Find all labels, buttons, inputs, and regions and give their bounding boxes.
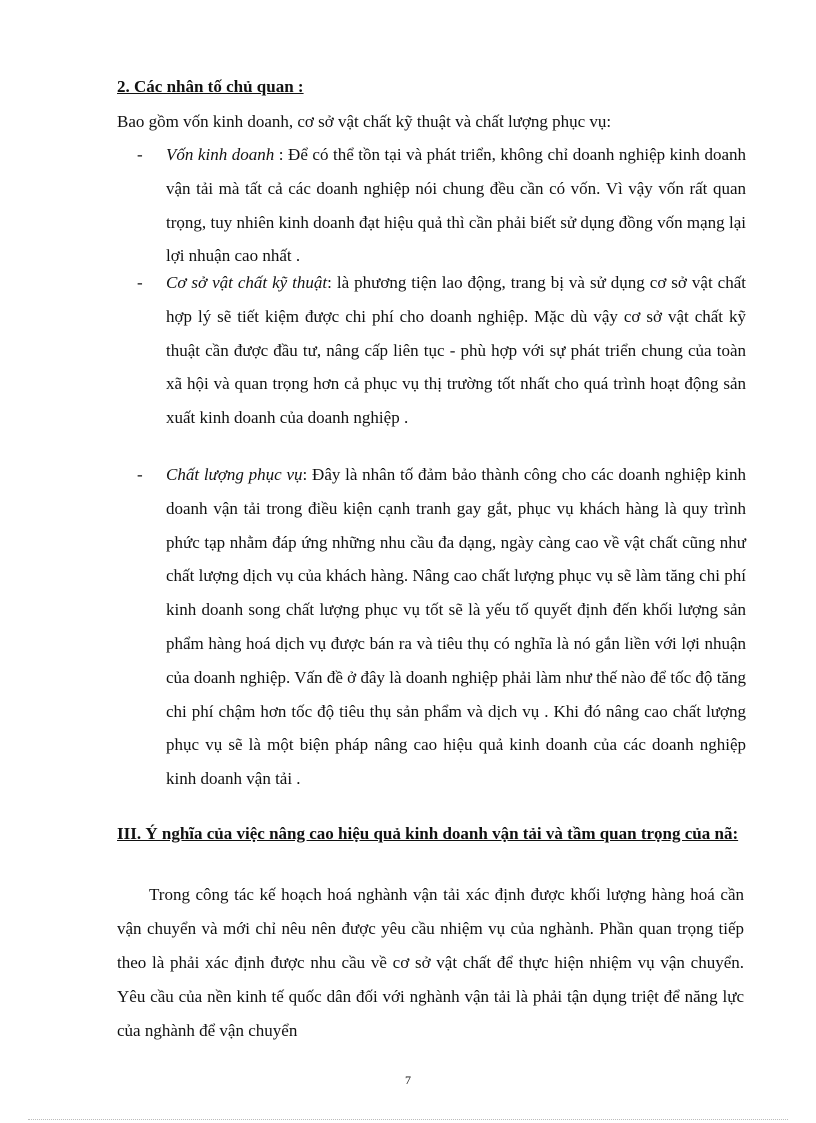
bullet-dash: - (137, 145, 143, 164)
list-item-body (166, 138, 746, 273)
page-bottom-divider (28, 1119, 788, 1120)
bullet-dash: - (137, 273, 143, 292)
list-item-term: Chất lượng phục vụ (166, 465, 303, 484)
page-number: 7 (405, 1073, 411, 1087)
list-item-text: : Để có thể tồn tại và phát triển, không chỉ doanh nghiệp kinh doanh vận tải mà tất cả các doanh nghiệp nói chung đều cần có vốn. Vì vậy vốn rất quan trọng, tuy nhiên kinh doanh đạt hiệu quả thì cần phải biết sử dụng đồng vốn mạng lại lợi nhuận cao nhất . (166, 145, 746, 266)
section-3-heading: III. Ý nghĩa của việc nâng cao hiệu quả kinh doanh vận tải và tầm quan trọng của nã: (117, 824, 739, 843)
list-item-term: Vốn kinh doanh (166, 145, 275, 164)
section-3-paragraph: Trong công tác kế hoạch hoá nghành vận tải xác định được khối lượng hàng hoá cần vận chuyển và mới chỉ nêu nên được yêu cầu nhiệm vụ của nghành. Phần quan trọng tiếp theo là phải xác định được nhu cầu về cơ sở vật chất để thực hiện nhiệm vụ vận chuyển. Yêu cầu của nền kinh tế quốc dân đối với nghành vận tải là phải tận dụng triệt để năng lực của nghành để vận chuyển (117, 885, 744, 1040)
section-2-heading: 2. Các nhân tố chủ quan : (117, 77, 304, 96)
list-item-term: Cơ sở vật chất kỹ thuật (166, 273, 328, 292)
bullet-dash: - (137, 465, 143, 484)
list-item-text: : Đây là nhân tố đảm bảo thành công cho các doanh nghiệp kinh doanh vận tải trong điều kiện cạnh tranh gay gắt, phục vụ khách hàng là quy trình phức tạp nhằm đáp ứng những nhu cầu đa dạng, ngày càng cao về vật chất cũng như chất lượng dịch vụ của khách hàng. Nâng cao chất lượng phục vụ sẽ làm tăng chi phí kinh doanh song chất lượng phục vụ tốt sẽ là yếu tố quyết định đến khối lượng sản phẩm hàng hoá dịch vụ được bán ra và tiêu thụ có nghĩa là nó gắn liền với lợi nhuận của doanh nghiệp. Vấn đề ở đây là doanh nghiệp phải làm như thế nào để tốc độ tăng chi phí chậm hơn tốc độ tiêu thụ sản phẩm và dịch vụ . Khi đó nâng cao chất lượng phục vụ sẽ là một biện pháp nâng cao hiệu quả kinh doanh của các doanh nghiệp kinh doanh vận tải . (166, 465, 746, 789)
list-item-text: : là phương tiện lao động, trang bị và sử dụng cơ sở vật chất hợp lý sẽ tiết kiệm được chi phí cho doanh nghiệp. Mặc dù vậy cơ sở vật chất kỹ thuật cần được đầu tư, nâng cấp liên tục - phù hợp với sự phát triển chung của toàn xã hội và quan trọng hơn cả phục vụ thị trường tốt nhất cho quá trình hoạt động sản xuất kinh doanh của doanh nghiệp . (166, 273, 746, 428)
list-item-body (166, 458, 746, 796)
list-item-body (166, 266, 746, 435)
section-2-intro: Bao gồm vốn kinh doanh, cơ sở vật chất kỹ thuật và chất lượng phục vụ: (117, 112, 612, 131)
